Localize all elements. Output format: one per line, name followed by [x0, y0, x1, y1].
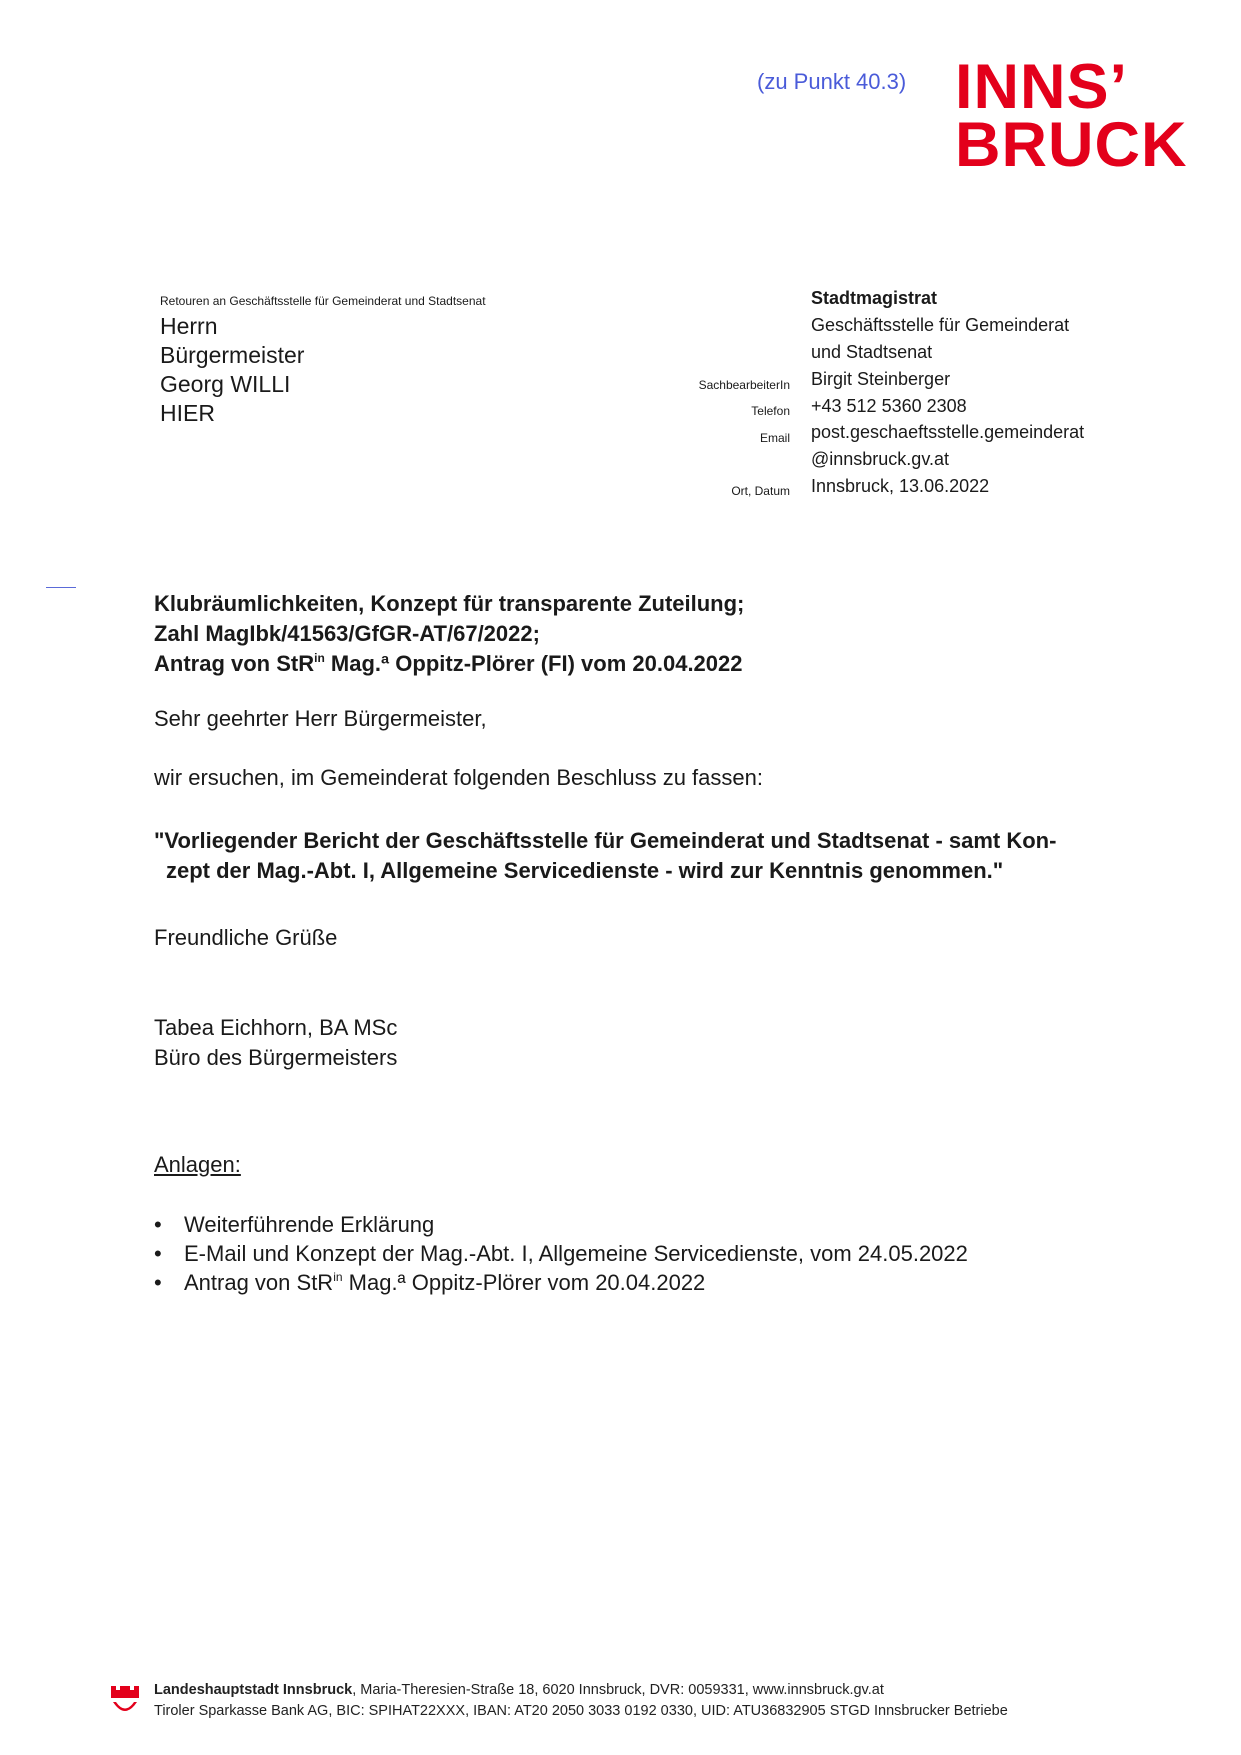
reference-note: (zu Punkt 40.3) [757, 69, 907, 94]
return-address-line: Retouren an Geschäftsstelle für Gemeinderat und Stadtsenat [160, 294, 486, 308]
closing: Freundliche Grüße [154, 925, 338, 950]
superscript: in [333, 1270, 343, 1284]
attachment-label: Antrag von StR [184, 1270, 334, 1295]
clerk-label: SachbearbeiterIn [698, 378, 790, 392]
city-crest-icon [110, 1684, 140, 1725]
clerk-value: Birgit Steinberger [811, 369, 951, 389]
phone-value: +43 512 5360 2308 [811, 396, 967, 416]
attachment-label: Mag.ª Oppitz-Plörer vom 20.04.2022 [342, 1270, 706, 1295]
resolution-line: "Vorliegender Bericht der Geschäftsstelle für Gemeinderat und Stadtsenat - samt Kon- [154, 828, 1057, 853]
footer-org-name: Landeshauptstadt Innsbruck [154, 1682, 353, 1698]
date-label: Ort, Datum [731, 484, 790, 498]
footer-line-1 [154, 1680, 1008, 1701]
innsbruck-logo [955, 52, 1188, 180]
attachments-list [154, 1210, 968, 1297]
recipient-line: Bürgermeister [160, 342, 305, 368]
subject-line: Klubräumlichkeiten, Konzept für transparente Zuteilung; [154, 591, 745, 616]
email-line: @innsbruck.gv.at [811, 449, 949, 469]
phone-label: Telefon [751, 404, 790, 418]
attachments-title: Anlagen: [154, 1152, 241, 1177]
bullet-icon: • [154, 1270, 162, 1295]
subject-text: Antrag von StR [154, 651, 315, 676]
signature-office: Büro des Bürgermeisters [154, 1045, 398, 1070]
department-line: und Stadtsenat [811, 342, 933, 362]
sender-title: Stadtmagistrat [811, 288, 938, 308]
recipient-block [160, 312, 304, 428]
attachment-label: E-Mail und Konzept der Mag.-Abt. I, Allgemeine Servicedienste, vom 24.05.2022 [184, 1241, 968, 1266]
resolution-text [154, 826, 1056, 886]
logo-line-1: INNS’ [955, 52, 1129, 122]
list-item [154, 1210, 968, 1239]
date-value: Innsbruck, 13.06.2022 [811, 476, 990, 496]
resolution-line: zept der Mag.-Abt. I, Allgemeine Servicedienste - wird zur Kenntnis genommen." [166, 858, 1004, 883]
subject-line: Zahl MagIbk/41563/GfGR-AT/67/2022; [154, 621, 540, 646]
subject-text: Mag.ª Oppitz-Plörer (FI) vom 20.04.2022 [324, 651, 743, 676]
superscript: in [314, 651, 325, 665]
attachment-label: Weiterführende Erklärung [184, 1212, 435, 1237]
list-item [154, 1239, 968, 1268]
footer [154, 1680, 1008, 1722]
recipient-line: Herrn [160, 313, 218, 339]
logo-line-2: BRUCK [955, 110, 1188, 180]
margin-mark [46, 587, 76, 588]
recipient-line: Georg WILLI [160, 371, 291, 397]
signature-name: Tabea Eichhorn, BA MSc [154, 1015, 398, 1040]
footer-line-2: Tiroler Sparkasse Bank AG, BIC: SPIHAT22XXX, IBAN: AT20 2050 3033 0192 0330, UID: ATU36832905 STGD Innsbrucker Betriebe [154, 1703, 1008, 1719]
request-text: wir ersuchen, im Gemeinderat folgenden Beschluss zu fassen: [154, 765, 763, 790]
bullet-icon: • [154, 1212, 162, 1237]
bullet-icon: • [154, 1241, 162, 1266]
subject-block [154, 589, 744, 679]
list-item [154, 1268, 968, 1297]
footer-address: , Maria-Theresien-Straße 18, 6020 Innsbruck, DVR: 0059331, www.innsbruck.gv.at [352, 1682, 884, 1698]
salutation: Sehr geehrter Herr Bürgermeister, [154, 706, 487, 731]
department-line: Geschäftsstelle für Gemeinderat [811, 315, 1070, 335]
signature-block [154, 1013, 397, 1073]
subject-line [154, 649, 744, 679]
email-line: post.geschaeftsstelle.gemeinderat [811, 422, 1085, 442]
recipient-line: HIER [160, 400, 215, 426]
email-label: Email [759, 431, 790, 445]
